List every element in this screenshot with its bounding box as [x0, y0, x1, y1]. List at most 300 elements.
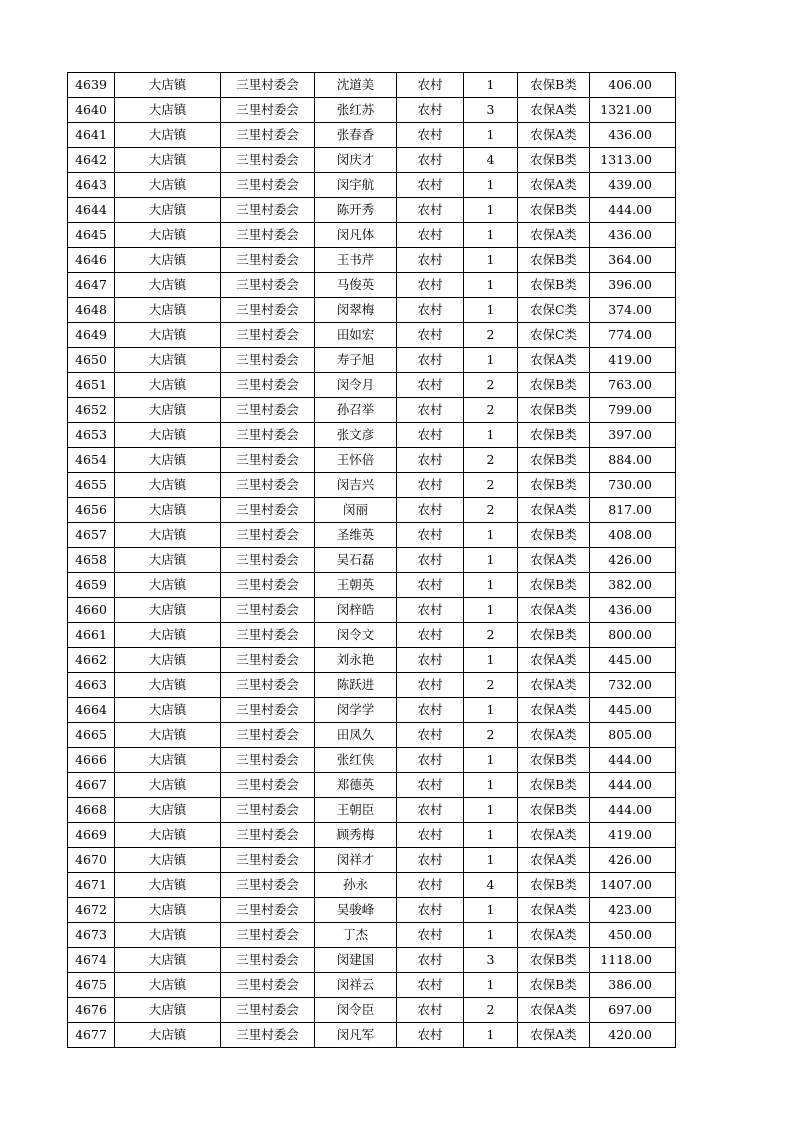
table-row: [68, 873, 676, 898]
committee-cell: 三里村委会: [221, 548, 315, 573]
amount-cell: 697.00: [590, 998, 676, 1023]
record-id-cell: 4677: [68, 1023, 115, 1048]
committee-cell: 三里村委会: [221, 1023, 315, 1048]
insurance-category-cell: 农保A类: [518, 698, 590, 723]
person-name-cell: 寿子旭: [315, 348, 397, 373]
member-count-cell: 1: [464, 248, 518, 273]
committee-cell: 三里村委会: [221, 473, 315, 498]
record-id-cell: 4671: [68, 873, 115, 898]
person-name-cell: 吴骏峰: [315, 898, 397, 923]
person-name-cell: 张文彦: [315, 423, 397, 448]
committee-cell: 三里村委会: [221, 123, 315, 148]
record-id-cell: 4644: [68, 198, 115, 223]
household-type-cell: 农村: [397, 1023, 464, 1048]
record-id-cell: 4641: [68, 123, 115, 148]
record-id-cell: 4651: [68, 373, 115, 398]
town-cell: 大店镇: [115, 173, 221, 198]
household-type-cell: 农村: [397, 723, 464, 748]
person-name-cell: 孙永: [315, 873, 397, 898]
amount-cell: 1118.00: [590, 948, 676, 973]
committee-cell: 三里村委会: [221, 748, 315, 773]
household-type-cell: 农村: [397, 273, 464, 298]
person-name-cell: 圣维英: [315, 523, 397, 548]
member-count-cell: 1: [464, 73, 518, 98]
table-row: [68, 848, 676, 873]
town-cell: 大店镇: [115, 198, 221, 223]
town-cell: 大店镇: [115, 898, 221, 923]
town-cell: 大店镇: [115, 348, 221, 373]
household-type-cell: 农村: [397, 98, 464, 123]
town-cell: 大店镇: [115, 998, 221, 1023]
household-type-cell: 农村: [397, 148, 464, 173]
record-id-cell: 4649: [68, 323, 115, 348]
amount-cell: 382.00: [590, 573, 676, 598]
record-id-cell: 4661: [68, 623, 115, 648]
member-count-cell: 1: [464, 523, 518, 548]
household-type-cell: 农村: [397, 848, 464, 873]
member-count-cell: 1: [464, 198, 518, 223]
member-count-cell: 1: [464, 223, 518, 248]
household-type-cell: 农村: [397, 823, 464, 848]
person-name-cell: 吴石磊: [315, 548, 397, 573]
record-id-cell: 4640: [68, 98, 115, 123]
table-row: [68, 948, 676, 973]
amount-cell: 397.00: [590, 423, 676, 448]
household-type-cell: 农村: [397, 898, 464, 923]
person-name-cell: 王朝臣: [315, 798, 397, 823]
insurance-category-cell: 农保B类: [518, 148, 590, 173]
committee-cell: 三里村委会: [221, 673, 315, 698]
person-name-cell: 闵祥云: [315, 973, 397, 998]
household-type-cell: 农村: [397, 523, 464, 548]
insurance-category-cell: 农保B类: [518, 523, 590, 548]
table-row: [68, 773, 676, 798]
person-name-cell: 闵宇航: [315, 173, 397, 198]
person-name-cell: 王怀倍: [315, 448, 397, 473]
person-name-cell: 闵梓皓: [315, 598, 397, 623]
household-type-cell: 农村: [397, 423, 464, 448]
member-count-cell: 2: [464, 723, 518, 748]
town-cell: 大店镇: [115, 848, 221, 873]
committee-cell: 三里村委会: [221, 373, 315, 398]
household-type-cell: 农村: [397, 798, 464, 823]
record-id-cell: 4657: [68, 523, 115, 548]
committee-cell: 三里村委会: [221, 923, 315, 948]
insurance-category-cell: 农保A类: [518, 548, 590, 573]
household-type-cell: 农村: [397, 948, 464, 973]
committee-cell: 三里村委会: [221, 248, 315, 273]
committee-cell: 三里村委会: [221, 798, 315, 823]
insurance-category-cell: 农保B类: [518, 423, 590, 448]
record-id-cell: 4646: [68, 248, 115, 273]
town-cell: 大店镇: [115, 923, 221, 948]
town-cell: 大店镇: [115, 1023, 221, 1048]
insurance-category-cell: 农保B类: [518, 748, 590, 773]
household-type-cell: 农村: [397, 873, 464, 898]
insurance-category-cell: 农保A类: [518, 98, 590, 123]
household-type-cell: 农村: [397, 973, 464, 998]
member-count-cell: 2: [464, 623, 518, 648]
table-row: [68, 748, 676, 773]
committee-cell: 三里村委会: [221, 648, 315, 673]
town-cell: 大店镇: [115, 423, 221, 448]
insurance-category-cell: 农保A类: [518, 1023, 590, 1048]
town-cell: 大店镇: [115, 748, 221, 773]
committee-cell: 三里村委会: [221, 98, 315, 123]
town-cell: 大店镇: [115, 498, 221, 523]
town-cell: 大店镇: [115, 673, 221, 698]
town-cell: 大店镇: [115, 148, 221, 173]
member-count-cell: 1: [464, 348, 518, 373]
member-count-cell: 1: [464, 798, 518, 823]
committee-cell: 三里村委会: [221, 898, 315, 923]
town-cell: 大店镇: [115, 573, 221, 598]
amount-cell: 419.00: [590, 348, 676, 373]
amount-cell: 445.00: [590, 648, 676, 673]
amount-cell: 799.00: [590, 398, 676, 423]
record-id-cell: 4666: [68, 748, 115, 773]
amount-cell: 420.00: [590, 1023, 676, 1048]
record-id-cell: 4674: [68, 948, 115, 973]
insurance-category-cell: 农保A类: [518, 723, 590, 748]
person-name-cell: 闵吉兴: [315, 473, 397, 498]
record-id-cell: 4653: [68, 423, 115, 448]
member-count-cell: 4: [464, 873, 518, 898]
household-type-cell: 农村: [397, 373, 464, 398]
amount-cell: 444.00: [590, 798, 676, 823]
person-name-cell: 闵建国: [315, 948, 397, 973]
person-name-cell: 陈跃进: [315, 673, 397, 698]
member-count-cell: 1: [464, 898, 518, 923]
town-cell: 大店镇: [115, 873, 221, 898]
member-count-cell: 1: [464, 748, 518, 773]
household-type-cell: 农村: [397, 248, 464, 273]
town-cell: 大店镇: [115, 598, 221, 623]
insurance-category-cell: 农保A类: [518, 348, 590, 373]
record-id-cell: 4642: [68, 148, 115, 173]
insurance-category-cell: 农保A类: [518, 898, 590, 923]
table-row: [68, 998, 676, 1023]
insurance-category-cell: 农保B类: [518, 448, 590, 473]
town-cell: 大店镇: [115, 948, 221, 973]
member-count-cell: 4: [464, 148, 518, 173]
committee-cell: 三里村委会: [221, 198, 315, 223]
person-name-cell: 张春香: [315, 123, 397, 148]
record-id-cell: 4664: [68, 698, 115, 723]
town-cell: 大店镇: [115, 448, 221, 473]
table-row: [68, 598, 676, 623]
person-name-cell: 王朝英: [315, 573, 397, 598]
table-row: [68, 198, 676, 223]
insurance-category-cell: 农保A类: [518, 998, 590, 1023]
committee-cell: 三里村委会: [221, 73, 315, 98]
insurance-category-cell: 农保B类: [518, 248, 590, 273]
table-row: [68, 323, 676, 348]
table-row: [68, 973, 676, 998]
table-row: [68, 448, 676, 473]
table-row: [68, 273, 676, 298]
insurance-category-cell: 农保A类: [518, 848, 590, 873]
amount-cell: 730.00: [590, 473, 676, 498]
table-row: [68, 823, 676, 848]
person-name-cell: 闵令文: [315, 623, 397, 648]
person-name-cell: 闵令月: [315, 373, 397, 398]
town-cell: 大店镇: [115, 73, 221, 98]
table-row: [68, 373, 676, 398]
record-id-cell: 4658: [68, 548, 115, 573]
record-id-cell: 4667: [68, 773, 115, 798]
insurance-category-cell: 农保A类: [518, 823, 590, 848]
record-id-cell: 4652: [68, 398, 115, 423]
person-name-cell: 田如宏: [315, 323, 397, 348]
table-row: [68, 498, 676, 523]
amount-cell: 444.00: [590, 198, 676, 223]
insurance-category-cell: 农保A类: [518, 598, 590, 623]
member-count-cell: 1: [464, 773, 518, 798]
committee-cell: 三里村委会: [221, 598, 315, 623]
household-type-cell: 农村: [397, 448, 464, 473]
committee-cell: 三里村委会: [221, 398, 315, 423]
person-name-cell: 丁杰: [315, 923, 397, 948]
insurance-category-cell: 农保B类: [518, 273, 590, 298]
record-id-cell: 4660: [68, 598, 115, 623]
household-type-cell: 农村: [397, 623, 464, 648]
committee-cell: 三里村委会: [221, 173, 315, 198]
table-row: [68, 648, 676, 673]
record-id-cell: 4672: [68, 898, 115, 923]
amount-cell: 1407.00: [590, 873, 676, 898]
record-id-cell: 4663: [68, 673, 115, 698]
member-count-cell: 3: [464, 948, 518, 973]
record-id-cell: 4673: [68, 923, 115, 948]
records-table: [67, 72, 676, 1048]
table-row: [68, 223, 676, 248]
person-name-cell: 郑德英: [315, 773, 397, 798]
member-count-cell: 1: [464, 848, 518, 873]
household-type-cell: 农村: [397, 298, 464, 323]
record-id-cell: 4662: [68, 648, 115, 673]
amount-cell: 408.00: [590, 523, 676, 548]
insurance-category-cell: 农保B类: [518, 773, 590, 798]
amount-cell: 444.00: [590, 773, 676, 798]
amount-cell: 374.00: [590, 298, 676, 323]
table-row: [68, 673, 676, 698]
member-count-cell: 2: [464, 448, 518, 473]
person-name-cell: 沈道美: [315, 73, 397, 98]
town-cell: 大店镇: [115, 98, 221, 123]
table-row: [68, 923, 676, 948]
table-row: [68, 473, 676, 498]
member-count-cell: 1: [464, 923, 518, 948]
record-id-cell: 4665: [68, 723, 115, 748]
town-cell: 大店镇: [115, 648, 221, 673]
table-row: [68, 723, 676, 748]
member-count-cell: 3: [464, 98, 518, 123]
record-id-cell: 4648: [68, 298, 115, 323]
town-cell: 大店镇: [115, 548, 221, 573]
person-name-cell: 闵祥才: [315, 848, 397, 873]
household-type-cell: 农村: [397, 123, 464, 148]
committee-cell: 三里村委会: [221, 323, 315, 348]
member-count-cell: 1: [464, 423, 518, 448]
committee-cell: 三里村委会: [221, 223, 315, 248]
town-cell: 大店镇: [115, 723, 221, 748]
amount-cell: 444.00: [590, 748, 676, 773]
table-row: [68, 73, 676, 98]
amount-cell: 419.00: [590, 823, 676, 848]
household-type-cell: 农村: [397, 923, 464, 948]
amount-cell: 450.00: [590, 923, 676, 948]
household-type-cell: 农村: [397, 998, 464, 1023]
household-type-cell: 农村: [397, 648, 464, 673]
household-type-cell: 农村: [397, 548, 464, 573]
insurance-category-cell: 农保B类: [518, 198, 590, 223]
town-cell: 大店镇: [115, 773, 221, 798]
table-row: [68, 523, 676, 548]
member-count-cell: 2: [464, 398, 518, 423]
household-type-cell: 农村: [397, 223, 464, 248]
amount-cell: 426.00: [590, 548, 676, 573]
table-row: [68, 798, 676, 823]
committee-cell: 三里村委会: [221, 348, 315, 373]
record-id-cell: 4650: [68, 348, 115, 373]
insurance-category-cell: 农保B类: [518, 73, 590, 98]
person-name-cell: 田凤久: [315, 723, 397, 748]
insurance-category-cell: 农保B类: [518, 373, 590, 398]
record-id-cell: 4659: [68, 573, 115, 598]
table-row: [68, 398, 676, 423]
household-type-cell: 农村: [397, 598, 464, 623]
record-id-cell: 4675: [68, 973, 115, 998]
committee-cell: 三里村委会: [221, 848, 315, 873]
table-row: [68, 298, 676, 323]
person-name-cell: 顾秀梅: [315, 823, 397, 848]
person-name-cell: 马俊英: [315, 273, 397, 298]
person-name-cell: 闵翠梅: [315, 298, 397, 323]
record-id-cell: 4639: [68, 73, 115, 98]
committee-cell: 三里村委会: [221, 873, 315, 898]
household-type-cell: 农村: [397, 748, 464, 773]
record-id-cell: 4676: [68, 998, 115, 1023]
member-count-cell: 1: [464, 1023, 518, 1048]
household-type-cell: 农村: [397, 498, 464, 523]
person-name-cell: 张红苏: [315, 98, 397, 123]
insurance-category-cell: 农保C类: [518, 298, 590, 323]
amount-cell: 1321.00: [590, 98, 676, 123]
person-name-cell: 闵凡体: [315, 223, 397, 248]
record-id-cell: 4643: [68, 173, 115, 198]
insurance-category-cell: 农保B类: [518, 473, 590, 498]
person-name-cell: 闵学学: [315, 698, 397, 723]
town-cell: 大店镇: [115, 273, 221, 298]
person-name-cell: 闵凡军: [315, 1023, 397, 1048]
member-count-cell: 2: [464, 323, 518, 348]
household-type-cell: 农村: [397, 323, 464, 348]
committee-cell: 三里村委会: [221, 523, 315, 548]
committee-cell: 三里村委会: [221, 498, 315, 523]
amount-cell: 426.00: [590, 848, 676, 873]
table-row: [68, 348, 676, 373]
amount-cell: 805.00: [590, 723, 676, 748]
household-type-cell: 农村: [397, 348, 464, 373]
amount-cell: 884.00: [590, 448, 676, 473]
record-id-cell: 4668: [68, 798, 115, 823]
person-name-cell: 张红侠: [315, 748, 397, 773]
table-row: [68, 423, 676, 448]
town-cell: 大店镇: [115, 398, 221, 423]
household-type-cell: 农村: [397, 773, 464, 798]
person-name-cell: 闵令臣: [315, 998, 397, 1023]
member-count-cell: 1: [464, 298, 518, 323]
amount-cell: 436.00: [590, 598, 676, 623]
insurance-category-cell: 农保A类: [518, 923, 590, 948]
member-count-cell: 1: [464, 598, 518, 623]
committee-cell: 三里村委会: [221, 573, 315, 598]
record-id-cell: 4655: [68, 473, 115, 498]
town-cell: 大店镇: [115, 248, 221, 273]
insurance-category-cell: 农保B类: [518, 948, 590, 973]
amount-cell: 386.00: [590, 973, 676, 998]
amount-cell: 364.00: [590, 248, 676, 273]
person-name-cell: 闵庆才: [315, 148, 397, 173]
household-type-cell: 农村: [397, 673, 464, 698]
record-id-cell: 4656: [68, 498, 115, 523]
member-count-cell: 1: [464, 823, 518, 848]
insurance-category-cell: 农保A类: [518, 498, 590, 523]
amount-cell: 774.00: [590, 323, 676, 348]
amount-cell: 763.00: [590, 373, 676, 398]
household-type-cell: 农村: [397, 573, 464, 598]
table-row: [68, 573, 676, 598]
amount-cell: 1313.00: [590, 148, 676, 173]
amount-cell: 436.00: [590, 123, 676, 148]
table-row: [68, 148, 676, 173]
committee-cell: 三里村委会: [221, 773, 315, 798]
member-count-cell: 2: [464, 673, 518, 698]
record-id-cell: 4670: [68, 848, 115, 873]
insurance-category-cell: 农保B类: [518, 873, 590, 898]
table-row: [68, 623, 676, 648]
member-count-cell: 1: [464, 123, 518, 148]
table-row: [68, 548, 676, 573]
record-id-cell: 4645: [68, 223, 115, 248]
amount-cell: 396.00: [590, 273, 676, 298]
insurance-category-cell: 农保B类: [518, 973, 590, 998]
person-name-cell: 陈开秀: [315, 198, 397, 223]
person-name-cell: 孙召举: [315, 398, 397, 423]
table-row: [68, 898, 676, 923]
member-count-cell: 2: [464, 498, 518, 523]
member-count-cell: 2: [464, 998, 518, 1023]
insurance-category-cell: 农保B类: [518, 798, 590, 823]
person-name-cell: 闵丽: [315, 498, 397, 523]
town-cell: 大店镇: [115, 823, 221, 848]
member-count-cell: 1: [464, 548, 518, 573]
person-name-cell: 王书芹: [315, 248, 397, 273]
insurance-category-cell: 农保B类: [518, 623, 590, 648]
committee-cell: 三里村委会: [221, 823, 315, 848]
household-type-cell: 农村: [397, 73, 464, 98]
member-count-cell: 1: [464, 698, 518, 723]
committee-cell: 三里村委会: [221, 298, 315, 323]
household-type-cell: 农村: [397, 398, 464, 423]
member-count-cell: 1: [464, 273, 518, 298]
committee-cell: 三里村委会: [221, 623, 315, 648]
table-row: [68, 123, 676, 148]
insurance-category-cell: 农保C类: [518, 323, 590, 348]
table-row: [68, 698, 676, 723]
insurance-category-cell: 农保B类: [518, 398, 590, 423]
